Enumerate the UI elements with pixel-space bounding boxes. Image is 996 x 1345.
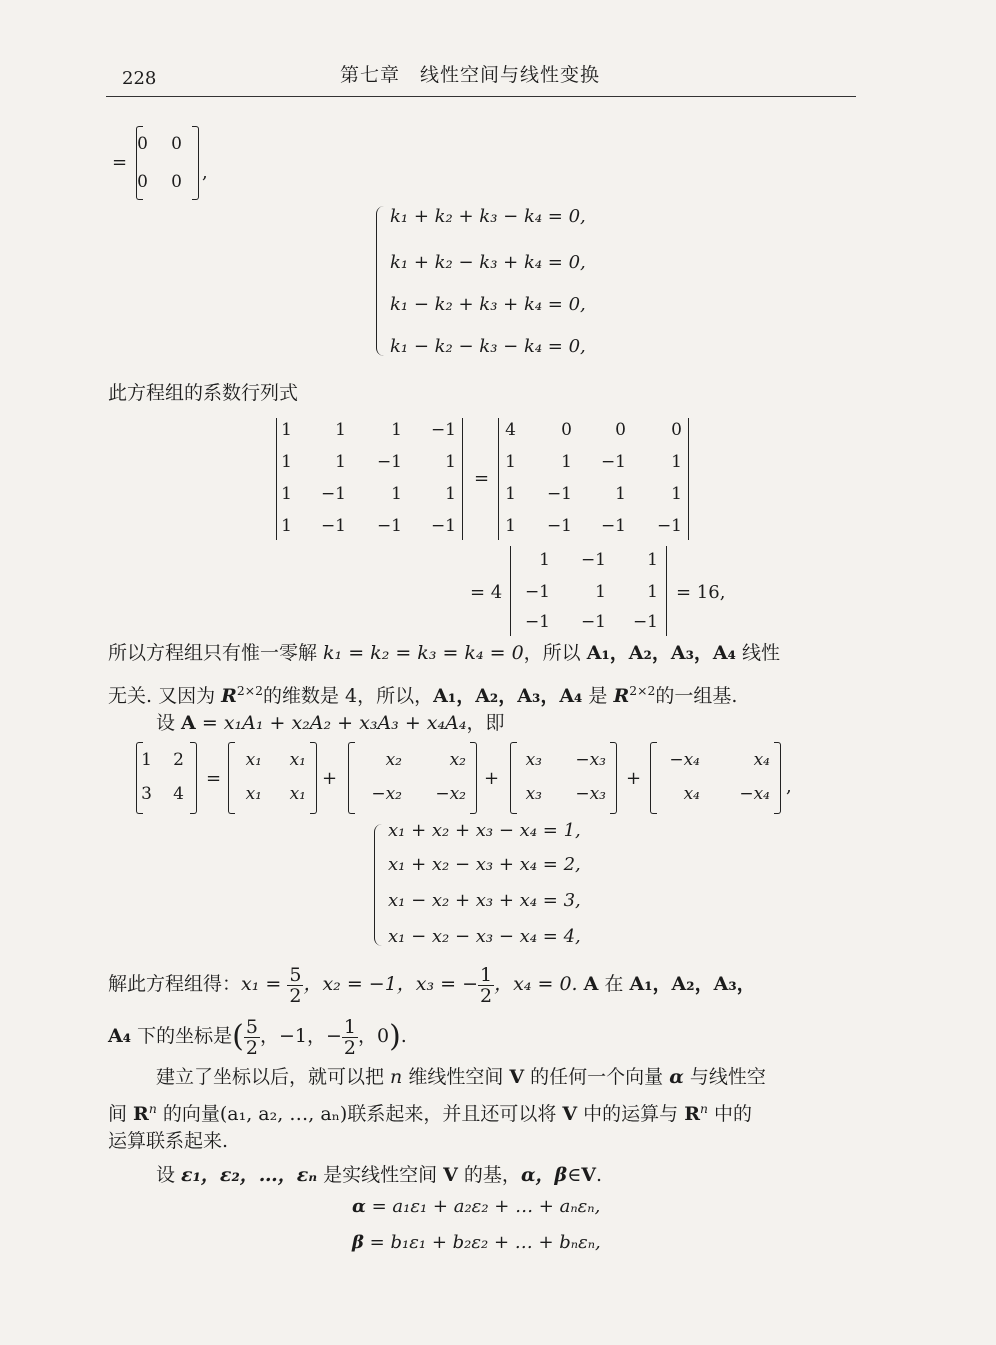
- det-cell: −1: [546, 516, 572, 536]
- numerator: 1: [480, 963, 493, 986]
- det-cell: 0: [561, 420, 572, 440]
- right-bracket: [192, 126, 199, 200]
- plus-sign: +: [322, 768, 338, 789]
- math: R: [221, 684, 237, 707]
- text: 设: [156, 1164, 182, 1186]
- text: ，所以: [523, 642, 587, 664]
- right-bracket: [190, 742, 197, 814]
- text: 维线性空间: [402, 1066, 510, 1088]
- paragraph: [108, 678, 737, 709]
- paragraph: [156, 1162, 602, 1188]
- math: ∈: [567, 1164, 582, 1186]
- fraction: [342, 1017, 358, 1058]
- system-brace: [376, 206, 387, 356]
- det-cell: −1: [320, 516, 346, 536]
- matrix-cell: x₁: [289, 784, 306, 804]
- det-cell: −1: [430, 516, 456, 536]
- math: A: [181, 712, 196, 734]
- math: α: [669, 1066, 684, 1088]
- det-cell: −1: [580, 550, 606, 570]
- equals-sign: =: [206, 768, 222, 789]
- math: A₁，A₂，A₃，A₄: [586, 642, 736, 664]
- matrix-cell: −x₄: [669, 750, 700, 770]
- matrix-cell: 1: [141, 750, 152, 770]
- matrix-cell: 0: [171, 172, 182, 192]
- equation-line: k₁ − k₂ − k₃ − k₄ = 0,: [390, 336, 586, 357]
- matrix-cell: 4: [173, 784, 184, 804]
- numerator: 1: [343, 1015, 356, 1038]
- det-cell: 1: [281, 516, 292, 536]
- math: A₁，A₂，A₃，: [629, 973, 756, 995]
- text: 无关. 又因为: [108, 684, 222, 707]
- det-cell: −1: [320, 484, 346, 504]
- beta-equation: [352, 1232, 601, 1253]
- text: 建立了坐标以后，就可以把: [156, 1066, 391, 1088]
- text: 的基，: [457, 1164, 521, 1186]
- text: 中的: [707, 1102, 753, 1125]
- det-cell: −1: [546, 484, 572, 504]
- paragraph: [156, 1064, 766, 1090]
- det-cell: −1: [376, 516, 402, 536]
- numerator: 5: [289, 963, 302, 986]
- det-cell: −1: [376, 452, 402, 472]
- math: ε₁，ε₂，…，εₙ: [181, 1164, 318, 1186]
- text: 设: [156, 712, 182, 734]
- det-cell: 1: [281, 484, 292, 504]
- math: V: [581, 1164, 597, 1186]
- det-cell: 1: [505, 452, 516, 472]
- comma: ,: [786, 776, 792, 797]
- matrix-cell: x₁: [289, 750, 306, 770]
- det-cell: −1: [600, 516, 626, 536]
- right-bracket: [310, 742, 317, 814]
- text: ，−1，−: [259, 1025, 342, 1047]
- text: 的向量(a₁, a₂, …, aₙ)联系起来，并且还可以将: [156, 1102, 563, 1125]
- denominator: 2: [480, 984, 493, 1007]
- system-brace: [374, 824, 385, 946]
- det-bar: [666, 546, 667, 636]
- det-cell: 1: [539, 550, 550, 570]
- math: α，β: [520, 1164, 568, 1186]
- det-cell: 1: [595, 582, 606, 602]
- left-bracket: [348, 742, 355, 814]
- fraction: [244, 1017, 260, 1058]
- left-bracket: [650, 742, 657, 814]
- equation-line: x₁ − x₂ + x₃ + x₄ = 3,: [388, 890, 581, 911]
- solution-line: [108, 1014, 407, 1059]
- equation-line: k₁ − k₂ + k₃ + k₄ = 0,: [390, 294, 586, 315]
- right-bracket: [774, 742, 781, 814]
- text: 中的运算与: [577, 1102, 685, 1125]
- det-cell: −1: [524, 612, 550, 632]
- text: 在: [598, 973, 630, 995]
- denominator: 2: [343, 1036, 356, 1059]
- det-cell: 1: [391, 484, 402, 504]
- right-bracket: [610, 742, 617, 814]
- matrix-cell: x₁: [245, 750, 262, 770]
- math: = a₁ε₁ + a₂ε₂ + … + aₙεₙ,: [365, 1196, 601, 1217]
- det-bar: [462, 418, 463, 540]
- matrix-cell: −x₃: [575, 784, 606, 804]
- text: 所以方程组只有惟一零解: [108, 642, 324, 664]
- header-rule: [106, 96, 856, 97]
- math: α: [352, 1196, 366, 1217]
- det-cell: −1: [600, 452, 626, 472]
- equation-line: x₁ + x₂ + x₃ − x₄ = 1,: [388, 820, 581, 841]
- det-cell: 1: [647, 582, 658, 602]
- det-cell: 1: [505, 516, 516, 536]
- matrix-cell: x₂: [385, 750, 402, 770]
- determinant-4x4: [276, 418, 476, 542]
- text: 是实线性空间: [317, 1164, 444, 1186]
- math: A₁，A₂，A₃，A₄: [433, 684, 583, 707]
- equals-sign: =: [474, 468, 490, 489]
- text: 的一组基.: [655, 684, 738, 707]
- math: R: [133, 1102, 149, 1125]
- math: k₁ = k₂ = k₃ = k₄ = 0: [323, 642, 524, 664]
- paragraph: 此方程组的系数行列式: [108, 382, 299, 404]
- equation-line: k₁ + k₂ + k₃ − k₄ = 0,: [390, 206, 586, 227]
- alpha-equation: [352, 1196, 600, 1217]
- text: 解此方程组得：: [108, 973, 242, 995]
- matrix-cell: −x₄: [739, 784, 770, 804]
- text: 线性: [735, 642, 781, 664]
- determinant-4x4: [498, 418, 698, 542]
- det-cell: 1: [615, 484, 626, 504]
- equation-line: x₁ + x₂ − x₃ + x₄ = 2,: [388, 854, 581, 875]
- right-paren: ): [389, 1019, 401, 1054]
- determinant-3x3: [510, 546, 670, 638]
- det-cell: −1: [524, 582, 550, 602]
- math: β: [352, 1232, 364, 1253]
- matrix-cell: x₄: [753, 750, 770, 770]
- math: = b₁ε₁ + b₂ε₂ + … + bₙεₙ,: [363, 1232, 601, 1253]
- matrix-cell: x₃: [525, 784, 542, 804]
- paragraph: 运算联系起来.: [108, 1130, 229, 1152]
- matrix-cell: x₄: [683, 784, 700, 804]
- det-cell: 1: [505, 484, 516, 504]
- text: ，0: [357, 1025, 390, 1047]
- math: x₁ =: [241, 973, 282, 995]
- fraction: [287, 965, 303, 1006]
- denominator: 2: [245, 1036, 258, 1059]
- det-cell: 1: [671, 452, 682, 472]
- math: A₄: [108, 1025, 132, 1047]
- matrix-cell: x₃: [525, 750, 542, 770]
- text: 间: [108, 1102, 134, 1125]
- equation-line: x₁ − x₂ − x₃ − x₄ = 4,: [388, 926, 581, 947]
- paragraph: [156, 710, 505, 736]
- det-cell: 4: [505, 420, 516, 440]
- math: V: [509, 1066, 525, 1088]
- matrix-cell: 2: [173, 750, 184, 770]
- paragraph: [108, 640, 780, 666]
- text: .: [596, 1164, 603, 1186]
- math: R: [613, 684, 630, 707]
- text: ，即: [466, 712, 505, 734]
- math: n: [390, 1066, 403, 1088]
- math-sup: 2×2: [236, 684, 263, 698]
- math-sup: n: [700, 1102, 708, 1116]
- det-cell: 1: [281, 452, 292, 472]
- det-cell: 1: [671, 484, 682, 504]
- page-number: 228: [122, 68, 157, 89]
- comma: ,: [202, 162, 208, 183]
- det-prefix: = 4: [470, 582, 503, 603]
- det-cell: 1: [561, 452, 572, 472]
- matrix-cell: 3: [141, 784, 152, 804]
- zero-matrix: [108, 124, 228, 204]
- matrix-cell: −x₃: [575, 750, 606, 770]
- plus-sign: +: [626, 768, 642, 789]
- math: ，x₂ = −1，x₃ = −: [303, 973, 479, 995]
- math: A: [583, 973, 599, 995]
- denominator: 2: [289, 984, 302, 1007]
- math: V: [562, 1102, 578, 1125]
- left-paren: (: [232, 1019, 244, 1054]
- det-cell: −1: [632, 612, 658, 632]
- det-cell: −1: [656, 516, 682, 536]
- det-cell: −1: [430, 420, 456, 440]
- det-cell: 1: [445, 452, 456, 472]
- math-sup: 2×2: [629, 684, 656, 698]
- matrix-cell: x₁: [245, 784, 262, 804]
- text: 与线性空: [683, 1066, 766, 1088]
- matrix-cell: x₂: [449, 750, 466, 770]
- math: R: [684, 1102, 701, 1125]
- math-sup: n: [148, 1102, 157, 1116]
- math: = x₁A₁ + x₂A₂ + x₃A₃ + x₄A₄: [195, 712, 467, 734]
- chapter-title: 第七章 线性空间与线性变换: [340, 64, 601, 86]
- text: 的维数是 4，所以，: [262, 684, 434, 707]
- numerator: 5: [245, 1015, 258, 1038]
- matrix-cell: −x₂: [371, 784, 402, 804]
- equals-sign: =: [112, 152, 128, 173]
- det-cell: 1: [281, 420, 292, 440]
- det-bar: [688, 418, 689, 540]
- det-cell: 1: [445, 484, 456, 504]
- det-cell: 1: [391, 420, 402, 440]
- det-cell: 0: [671, 420, 682, 440]
- det-cell: 1: [335, 452, 346, 472]
- math: V: [443, 1164, 458, 1186]
- fraction: [478, 965, 494, 1006]
- matrix-equation: [130, 742, 820, 818]
- text: 下的坐标是: [131, 1025, 233, 1047]
- det-result: = 16,: [676, 582, 726, 603]
- matrix-cell: −x₂: [435, 784, 466, 804]
- right-bracket: [470, 742, 477, 814]
- det-cell: 1: [647, 550, 658, 570]
- det-cell: −1: [580, 612, 606, 632]
- text: 的任何一个向量: [524, 1066, 670, 1088]
- plus-sign: +: [484, 768, 500, 789]
- equation-line: k₁ + k₂ − k₃ + k₄ = 0,: [390, 252, 586, 273]
- math: ，x₄ = 0.: [494, 973, 584, 995]
- matrix-cell: 0: [171, 134, 182, 154]
- text: .: [400, 1025, 407, 1047]
- matrix-cell: 0: [137, 134, 148, 154]
- matrix-cell: 0: [137, 172, 148, 192]
- text: 是: [582, 684, 614, 707]
- solution-line: [108, 962, 756, 1006]
- paragraph: [108, 1096, 752, 1127]
- det-cell: 0: [615, 420, 626, 440]
- det-cell: 1: [335, 420, 346, 440]
